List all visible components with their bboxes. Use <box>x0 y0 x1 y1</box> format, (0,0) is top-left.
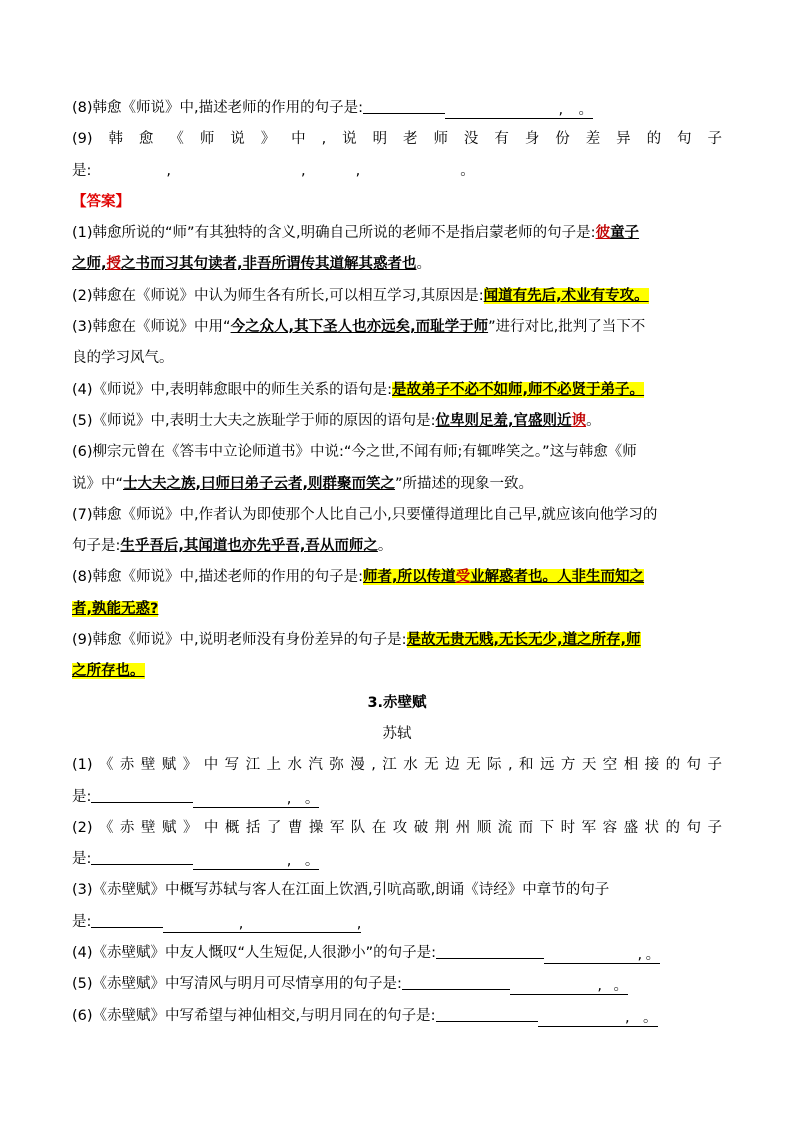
answer-blank[interactable]: , <box>243 917 361 933</box>
answer-3-line2: 良的学习风气。 <box>72 350 174 367</box>
answer-6: (6)柳宗元曾在《答韦中立论师道书》中说:“今之世,不闻有师;有辄哗笑之。”这与韩愈《师 <box>72 444 637 461</box>
answer-5: (5)《师说》中,表明士大夫之族耻学于师的原因的语句是:位卑则足羞,官盛则近谀。 <box>72 412 601 429</box>
chibi-question-1: (1)《赤壁赋》中写江上水汽弥漫,江水无边无际,和远方天空相接的句子 <box>72 757 722 774</box>
answer-blank[interactable] <box>91 849 193 865</box>
answer-7: (7)韩愈《师说》中,作者认为即使那个人比自己小,只要懂得道理比自己早,就应该向他学习的 <box>72 506 658 523</box>
question-9-prev-line2: 是: , , , 。 <box>72 162 475 179</box>
answer-blank[interactable]: 。 <box>563 103 593 119</box>
document-page <box>72 93 722 1032</box>
answer-blank[interactable]: 。 <box>602 979 628 995</box>
answer-1-line2: 之师,授之书而习其句读者,非吾所谓传其道解其惑者也。 <box>72 256 432 273</box>
chibi-question-6: (6)《赤壁赋》中写希望与神仙相交,与明月同在的句子是: , 。 <box>72 1007 658 1026</box>
answer-7-line2: 句子是:生乎吾后,其闻道也亦先乎吾,吾从而师之。 <box>72 538 393 555</box>
section-title: 3.赤壁赋 <box>367 694 427 711</box>
answer-blank[interactable]: 。 <box>291 792 319 808</box>
author-name: 苏轼 <box>382 725 412 742</box>
chibi-question-5: (5)《赤壁赋》中写清风与明月可尽情享用的句子是: , 。 <box>72 976 628 995</box>
answer-blank[interactable] <box>91 912 163 928</box>
answer-blank[interactable] <box>91 787 193 803</box>
answer-blank[interactable]: , <box>445 103 563 119</box>
question-8-prev: (8)韩愈《师说》中,描述老师的作用的句子是: , 。 <box>72 100 594 118</box>
answer-8: (8)韩愈《师说》中,描述老师的作用的句子是:师者,所以传道受业解惑者也。人非生而知之 <box>72 569 645 586</box>
answer-4: (4)《师说》中,表明韩愈眼中的师生关系的语句是:是故弟子不必不如师,师不必贤于弟子。 <box>72 381 645 398</box>
answer-1: (1)韩愈所说的“师”有其独特的含义,明确自己所说的老师不是指启蒙老师的句子是:彼童子 <box>72 225 640 242</box>
answer-3: (3)韩愈在《师说》中用“今之众人,其下圣人也亦远矣,而耻学于师”进行对比,批判了当下不 <box>72 319 646 336</box>
answer-blank[interactable] <box>436 1006 538 1022</box>
answer-blank[interactable]: , <box>544 948 642 964</box>
answer-blank[interactable]: , <box>193 792 291 808</box>
answer-blank[interactable]: 。 <box>291 854 319 870</box>
answer-9-line2: 之所存也。 <box>72 663 145 680</box>
answer-8-line2: 者,孰能无惑? <box>72 600 159 617</box>
answer-9: (9)韩愈《师说》中,说明老师没有身份差异的句子是:是故无贵无贱,无长无少,道之所存,师 <box>72 632 641 649</box>
chibi-question-2-line2: 是: , 。 <box>72 851 320 870</box>
chibi-question-3-line2: 是: , , <box>72 913 362 932</box>
answer-blank[interactable]: 。 <box>630 1011 658 1027</box>
answer-blank[interactable]: , <box>538 1011 630 1027</box>
answer-blank[interactable] <box>402 974 510 990</box>
answer-blank[interactable] <box>363 98 445 114</box>
answer-blank[interactable]: 。 <box>642 948 660 964</box>
question-9-prev: (9)韩愈《师说》中,说明老师没有身份差异的句子 <box>72 131 722 148</box>
answer-blank[interactable]: , <box>193 854 291 870</box>
answer-blank[interactable] <box>436 943 544 959</box>
chibi-question-2: (2)《赤壁赋》中概括了曹操军队在攻破荆州顺流而下时军容盛状的句子 <box>72 819 722 836</box>
answer-label: 【答案】 <box>72 193 130 210</box>
chibi-question-1-line2: 是: , 。 <box>72 788 320 807</box>
answer-blank[interactable]: , <box>163 917 243 933</box>
answer-6-line2: 说》中“士大夫之族,曰师曰弟子云者,则群聚而笑之”所描述的现象一致。 <box>72 475 534 492</box>
answer-blank[interactable]: , <box>510 979 602 995</box>
answer-2: (2)韩愈在《师说》中认为师生各有所长,可以相互学习,其原因是:闻道有先后,术业有专攻。 <box>72 287 649 304</box>
chibi-question-3: (3)《赤壁赋》中概写苏轼与客人在江面上饮酒,引吭高歌,朗诵《诗经》中章节的句子 <box>72 882 610 899</box>
chibi-question-4: (4)《赤壁赋》中友人慨叹“人生短促,人很渺小”的句子是: , 。 <box>72 945 661 964</box>
